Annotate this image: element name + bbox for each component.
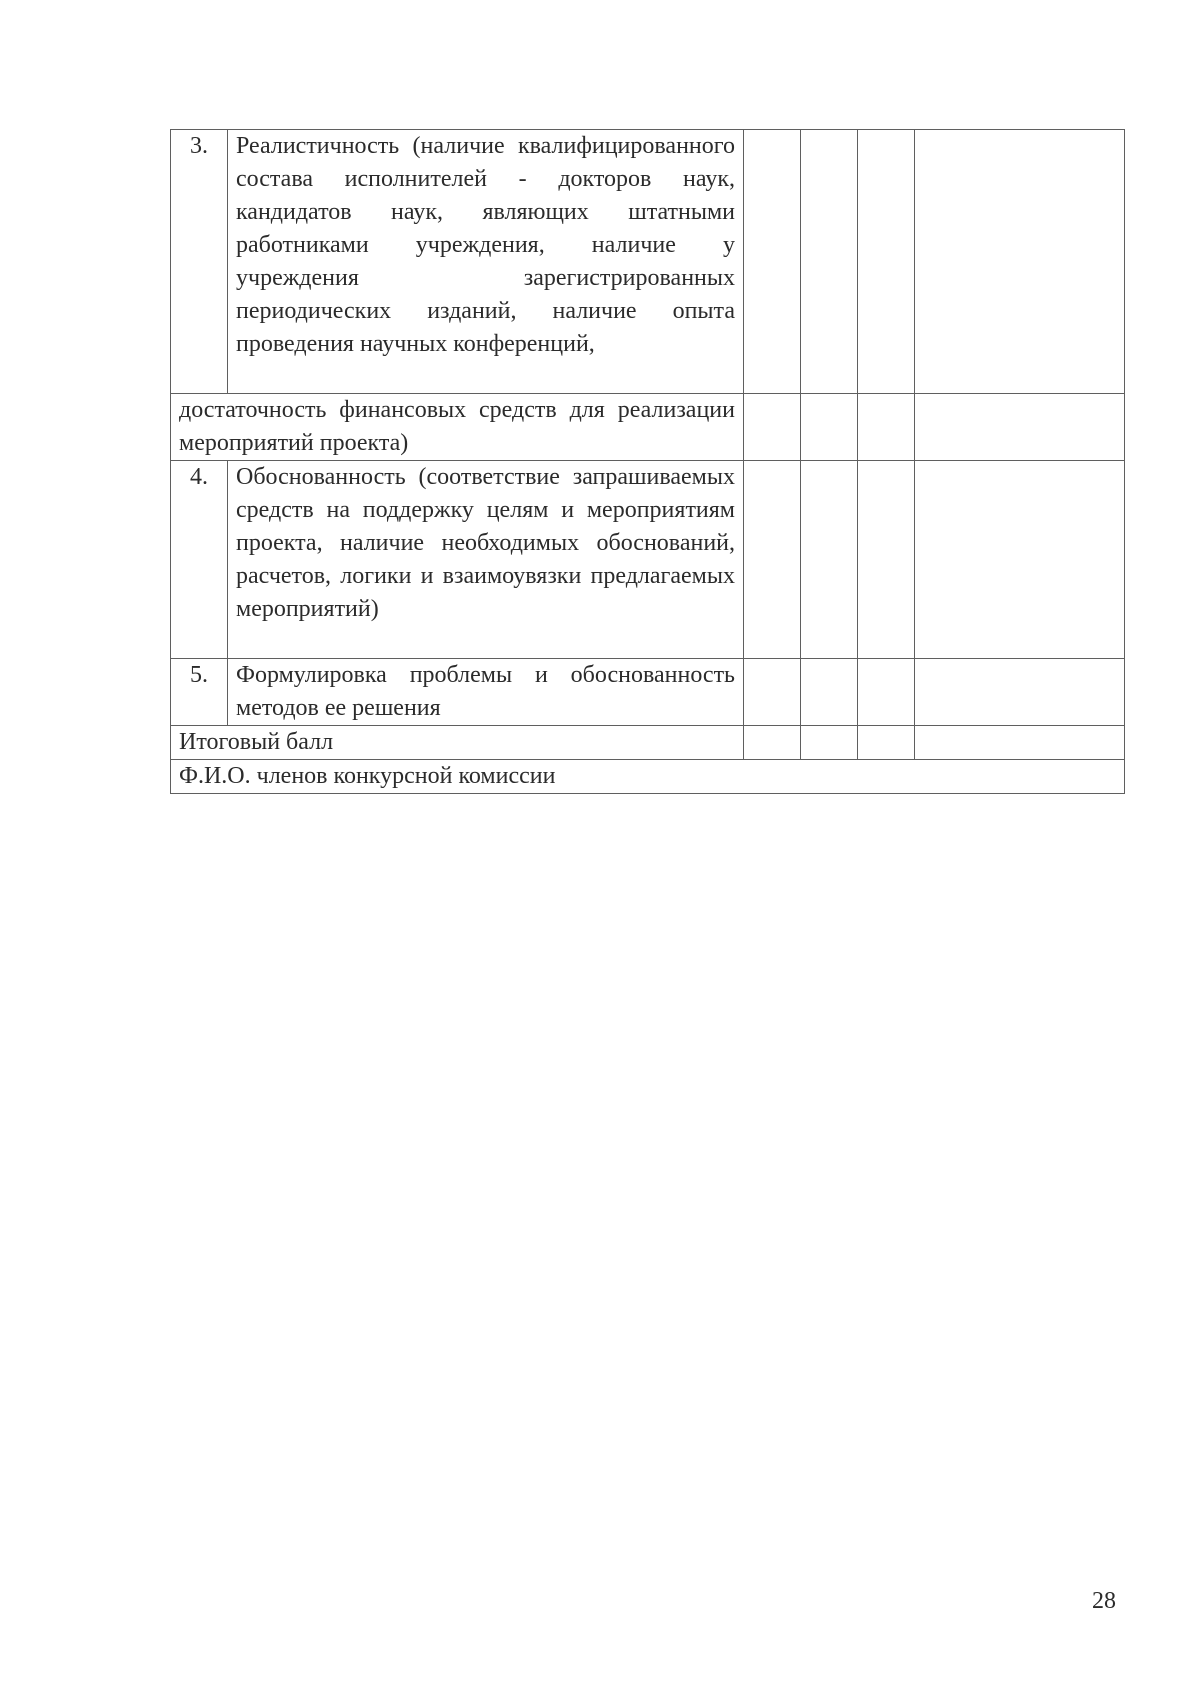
table-row — [171, 760, 1125, 794]
comment-cell — [915, 659, 1125, 726]
score-cell — [801, 461, 858, 659]
comment-cell — [915, 461, 1125, 659]
comment-cell — [915, 726, 1125, 760]
evaluation-table — [170, 129, 1125, 794]
score-cell — [858, 394, 915, 461]
table-row — [171, 461, 1125, 659]
table-row — [171, 726, 1125, 760]
score-cell — [744, 726, 801, 760]
score-cell — [858, 726, 915, 760]
score-cell — [744, 659, 801, 726]
page-number: 28 — [1092, 1588, 1116, 1614]
score-cell — [858, 659, 915, 726]
score-cell — [801, 659, 858, 726]
criterion-number: 5. — [171, 659, 228, 726]
score-cell — [801, 726, 858, 760]
score-cell — [744, 130, 801, 394]
score-cell — [858, 130, 915, 394]
table-row — [171, 130, 1125, 394]
score-cell — [744, 394, 801, 461]
table-row — [171, 659, 1125, 726]
score-cell — [801, 394, 858, 461]
comment-cell — [915, 130, 1125, 394]
score-cell — [858, 461, 915, 659]
criterion-number: 3. — [171, 130, 228, 394]
criterion-continuation: достаточность финансовых средств для реализации мероприятий проекта) — [171, 394, 744, 461]
criterion-number: 4. — [171, 461, 228, 659]
commission-members-label: Ф.И.О. членов конкурсной комиссии — [171, 760, 1125, 794]
table-row — [171, 394, 1125, 461]
criterion-text: Формулировка проблемы и обоснованность методов ее решения — [228, 659, 744, 726]
score-cell — [801, 130, 858, 394]
score-cell — [744, 461, 801, 659]
criterion-text: Обоснованность (соответствие запрашиваемых средств на поддержку целям и мероприятиям проекта, наличие необходимых обоснований, расчетов, логики и взаимоувязки предлагаемых мероприятий) — [228, 461, 744, 659]
criterion-text: Реалистичность (наличие квалифицированного состава исполнителей - докторов наук, кандидатов наук, являющих штатными работниками учреждения, наличие у учреждения зарегистрированных периодических изданий, наличие опыта проведения научных конференций, — [228, 130, 744, 394]
comment-cell — [915, 394, 1125, 461]
total-score-label: Итоговый балл — [171, 726, 744, 760]
